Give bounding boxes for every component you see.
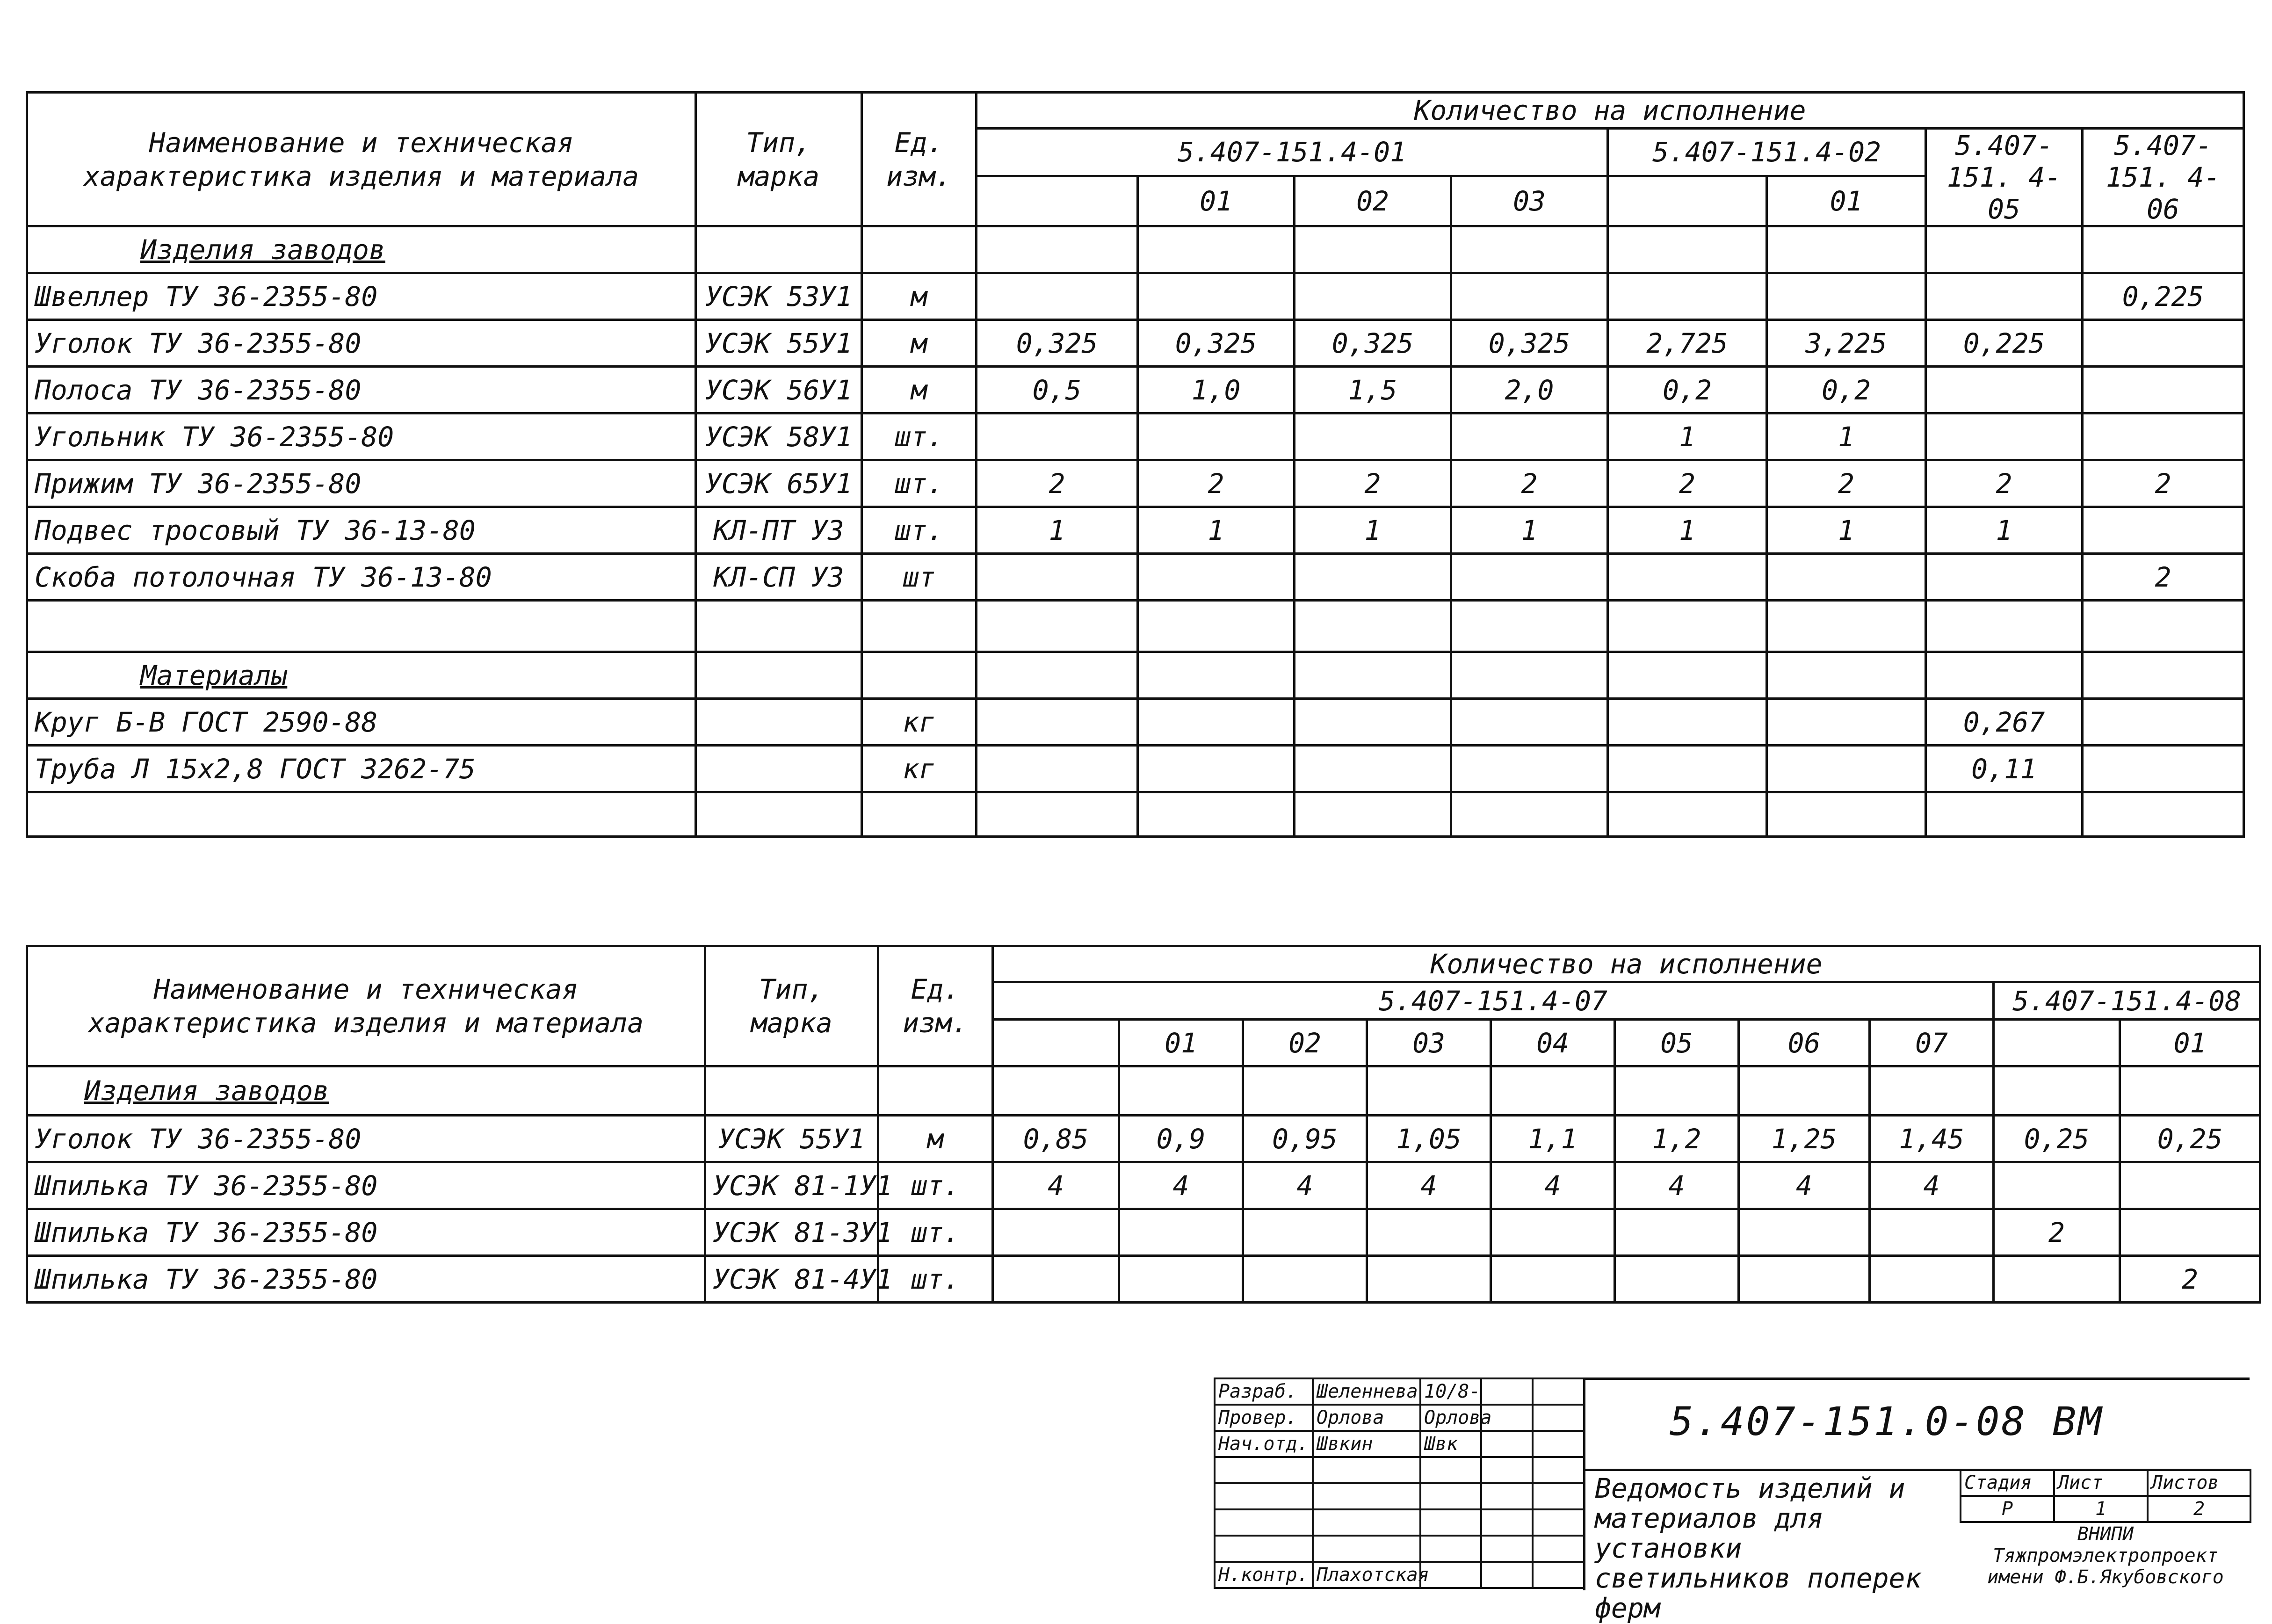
qty-cell: 2 (2083, 554, 2244, 601)
qty-cell (1451, 413, 1608, 460)
qty-cell (1295, 746, 1451, 792)
item-type: КЛ-ПТ У3 (696, 507, 862, 554)
item-name: Полоса ТУ 36-2355-80 (27, 367, 696, 413)
item-unit: м (862, 273, 977, 320)
sheet-label: Лист (2054, 1470, 2148, 1496)
signature: 10/8- (1420, 1378, 1481, 1405)
item-name: Уголок ТУ 36-2355-80 (27, 320, 696, 367)
subcol: 03 (1367, 1020, 1491, 1066)
qty-cell (1295, 273, 1451, 320)
qty-cell: 1 (1767, 507, 1926, 554)
qty-cell (1367, 1256, 1491, 1303)
qty-cell: 1,1 (1491, 1116, 1615, 1162)
qty-cell (2083, 507, 2244, 554)
qty-cell: 0,25 (1994, 1116, 2120, 1162)
table-row (27, 699, 2244, 746)
table2-rows (27, 1116, 2260, 1303)
organization: ВНИПИ Тяжпромэлектропроект имени Ф.Б.Якубовского (1987, 1523, 2224, 1588)
item-type: УСЭК 81-4У1 (705, 1256, 878, 1303)
qty-cell: 2 (2120, 1256, 2260, 1303)
qty-cell (1138, 413, 1295, 460)
variant-02: 5.407-151.4-02 (1608, 129, 1926, 176)
item-name: Шпилька ТУ 36-2355-80 (27, 1256, 705, 1303)
item-type (696, 746, 862, 792)
table-row (27, 1162, 2260, 1209)
qty-cell: 1 (1295, 507, 1451, 554)
item-name: Шпилька ТУ 36-2355-80 (27, 1162, 705, 1209)
role-label: Разраб. (1215, 1378, 1313, 1405)
qty-cell (1451, 699, 1608, 746)
table-row (27, 413, 2244, 460)
table-row (27, 367, 2244, 413)
qty-cell (1870, 1256, 1994, 1303)
section-title: Изделия заводов (27, 226, 696, 273)
qty-cell: 0,325 (1295, 320, 1451, 367)
qty-cell: 1,5 (1295, 367, 1451, 413)
qty-cell: 1 (1608, 507, 1767, 554)
qty-cell (1608, 554, 1767, 601)
person-name: Шеленнева (1313, 1378, 1420, 1405)
table-row (27, 1116, 2260, 1162)
qty-cell: 0,325 (977, 320, 1138, 367)
qty-cell: 4 (1739, 1162, 1870, 1209)
qty-cell: 2,725 (1608, 320, 1767, 367)
item-unit: м (862, 320, 977, 367)
qty-cell (1926, 554, 2083, 601)
qty-cell: 4 (993, 1162, 1119, 1209)
table-row (27, 746, 2244, 792)
qty-cell (1926, 413, 2083, 460)
stage-value: Р (1961, 1496, 2054, 1522)
signature: Швк (1420, 1431, 1481, 1457)
qty-cell (977, 554, 1138, 601)
item-unit: кг (862, 699, 977, 746)
qty-cell: 0,9 (1119, 1116, 1243, 1162)
sheets-value: 2 (2148, 1496, 2250, 1522)
qty-cell (1739, 1256, 1870, 1303)
role-label: Нач.отд. (1215, 1431, 1313, 1457)
subcol: 01 (2120, 1020, 2260, 1066)
subcol: 01 (1767, 176, 1926, 226)
qty-cell (977, 273, 1138, 320)
document-title: Ведомость изделий и материалов для установки светильников поперек ферм (1595, 1472, 1922, 1624)
item-name: Скоба потолочная ТУ 36-13-80 (27, 554, 696, 601)
subcol (1608, 176, 1767, 226)
qty-cell: 0,225 (2083, 273, 2244, 320)
header-type: Тип, марка (696, 93, 862, 226)
item-unit: шт (862, 554, 977, 601)
header-type: Тип, марка (705, 946, 878, 1066)
person-name: Швкин (1313, 1431, 1420, 1457)
variant-07: 5.407-151.4-07 (993, 982, 1994, 1020)
qty-cell: 0,5 (977, 367, 1138, 413)
qty-cell: 0,2 (1767, 367, 1926, 413)
qty-cell: 1,0 (1138, 367, 1295, 413)
variant-01: 5.407-151.4-01 (977, 129, 1608, 176)
qty-cell: 1 (977, 507, 1138, 554)
qty-cell: 2 (1767, 460, 1926, 507)
qty-cell (1615, 1256, 1739, 1303)
subcol: 02 (1295, 176, 1451, 226)
item-unit: м (862, 367, 977, 413)
qty-cell: 1 (1926, 507, 2083, 554)
sheet-value: 1 (2054, 1496, 2148, 1522)
qty-cell (1119, 1209, 1243, 1256)
qty-cell: 2 (1138, 460, 1295, 507)
item-type: УСЭК 56У1 (696, 367, 862, 413)
qty-cell (1739, 1209, 1870, 1256)
qty-cell (2120, 1162, 2260, 1209)
qty-cell (1926, 273, 2083, 320)
qty-cell (1295, 554, 1451, 601)
qty-cell: 0,267 (1926, 699, 2083, 746)
signature: Орлова (1420, 1405, 1481, 1431)
variant-08: 5.407-151.4-08 (1994, 982, 2260, 1020)
stage-table (1960, 1469, 2251, 1588)
qty-cell (1138, 273, 1295, 320)
qty-cell (1295, 699, 1451, 746)
qty-cell: 4 (1491, 1162, 1615, 1209)
table-row (27, 1209, 2260, 1256)
item-name: Труба Л 15х2,8 ГОСТ 3262-75 (27, 746, 696, 792)
qty-cell: 0,85 (993, 1116, 1119, 1162)
header-unit: Ед. изм. (878, 946, 993, 1066)
subcol: 04 (1491, 1020, 1615, 1066)
qty-cell: 1,45 (1870, 1116, 1994, 1162)
variant-06: 5.407-151. 4-06 (2083, 129, 2244, 226)
qty-cell (993, 1256, 1119, 1303)
header-qty: Количество на исполнение (993, 946, 2260, 982)
subcol: 03 (1451, 176, 1608, 226)
header-qty: Количество на исполнение (977, 93, 2244, 129)
qty-cell (977, 746, 1138, 792)
item-name: Прижим ТУ 36-2355-80 (27, 460, 696, 507)
qty-cell: 2 (1295, 460, 1451, 507)
qty-cell (977, 413, 1138, 460)
subcol: 07 (1870, 1020, 1994, 1066)
qty-cell (1608, 746, 1767, 792)
item-type: КЛ-СП У3 (696, 554, 862, 601)
item-type: УСЭК 58У1 (696, 413, 862, 460)
item-name: Швеллер ТУ 36-2355-80 (27, 273, 696, 320)
signature-row (1215, 1378, 1584, 1405)
qty-cell (1451, 554, 1608, 601)
qty-cell: 1 (1138, 507, 1295, 554)
subcol: 02 (1243, 1020, 1367, 1066)
table1-material-rows (27, 699, 2244, 792)
qty-cell (1243, 1256, 1367, 1303)
qty-cell (1491, 1256, 1615, 1303)
item-name: Шпилька ТУ 36-2355-80 (27, 1209, 705, 1256)
item-name: Уголок ТУ 36-2355-80 (27, 1116, 705, 1162)
qty-cell: 4 (1243, 1162, 1367, 1209)
item-unit: шт. (862, 413, 977, 460)
item-type (696, 699, 862, 746)
subcol (977, 176, 1138, 226)
section-title-materials: Материалы (27, 652, 696, 699)
qty-cell (1608, 699, 1767, 746)
qty-cell (993, 1209, 1119, 1256)
item-unit: кг (862, 746, 977, 792)
qty-cell: 4 (1119, 1162, 1243, 1209)
item-unit: шт. (878, 1162, 993, 1209)
qty-cell (1767, 746, 1926, 792)
title-area (1583, 1378, 2250, 1624)
qty-cell (1994, 1256, 2120, 1303)
qty-cell (2083, 320, 2244, 367)
qty-cell (2083, 746, 2244, 792)
stage-label: Стадия (1961, 1470, 2054, 1496)
qty-cell (1295, 413, 1451, 460)
signature-row (1215, 1405, 1584, 1431)
qty-cell: 1 (1608, 413, 1767, 460)
subcol: 06 (1739, 1020, 1870, 1066)
table1-rows (27, 273, 2244, 601)
role-label: Н.контр. (1215, 1562, 1313, 1588)
item-name: Круг Б-В ГОСТ 2590-88 (27, 699, 696, 746)
qty-cell: 0,325 (1138, 320, 1295, 367)
item-type: УСЭК 53У1 (696, 273, 862, 320)
table-row (27, 273, 2244, 320)
table-row (27, 1256, 2260, 1303)
header-unit: Ед. изм. (862, 93, 977, 226)
person-name: Орлова (1313, 1405, 1420, 1431)
subcol: 01 (1138, 176, 1295, 226)
qty-cell (2083, 699, 2244, 746)
qty-cell: 2,0 (1451, 367, 1608, 413)
qty-cell (1451, 746, 1608, 792)
qty-cell: 1,2 (1615, 1116, 1739, 1162)
qty-cell: 1 (1451, 507, 1608, 554)
spec-table-1 (26, 91, 2245, 838)
item-type: УСЭК 81-3У1 (705, 1209, 878, 1256)
item-unit: м (878, 1116, 993, 1162)
variant-05: 5.407-151. 4-05 (1926, 129, 2083, 226)
qty-cell (1767, 273, 1926, 320)
role-label: Провер. (1215, 1405, 1313, 1431)
qty-cell: 4 (1870, 1162, 1994, 1209)
qty-cell: 3,225 (1767, 320, 1926, 367)
header-name: Наименование и техническая характеристика изделия и материала (27, 946, 705, 1066)
item-unit: шт. (862, 507, 977, 554)
qty-cell: 2 (1608, 460, 1767, 507)
subcol (993, 1020, 1119, 1066)
qty-cell: 0,95 (1243, 1116, 1367, 1162)
item-type: УСЭК 65У1 (696, 460, 862, 507)
qty-cell (1870, 1209, 1994, 1256)
qty-cell: 0,325 (1451, 320, 1608, 367)
qty-cell: 0,2 (1608, 367, 1767, 413)
sheets-label: Листов (2148, 1470, 2250, 1496)
subcol (1994, 1020, 2120, 1066)
section-title: Изделия заводов (27, 1066, 705, 1116)
qty-cell (1926, 367, 2083, 413)
header-name: Наименование и техническая характеристика изделия и материала (27, 93, 696, 226)
qty-cell (1119, 1256, 1243, 1303)
qty-cell: 0,11 (1926, 746, 2083, 792)
qty-cell: 4 (1615, 1162, 1739, 1209)
qty-cell: 2 (1926, 460, 2083, 507)
qty-cell (1491, 1209, 1615, 1256)
qty-cell (1138, 554, 1295, 601)
item-unit: шт. (878, 1209, 993, 1256)
item-type: УСЭК 55У1 (705, 1116, 878, 1162)
qty-cell (2083, 367, 2244, 413)
qty-cell (1767, 554, 1926, 601)
document-code: 5.407-151.0-08 ВМ (1670, 1399, 2104, 1444)
qty-cell: 1,25 (1739, 1116, 1870, 1162)
item-name: Угольник ТУ 36-2355-80 (27, 413, 696, 460)
qty-cell (1767, 699, 1926, 746)
qty-cell: 1,05 (1367, 1116, 1491, 1162)
qty-cell (1608, 273, 1767, 320)
qty-cell (977, 699, 1138, 746)
spec-table-2 (26, 945, 2261, 1304)
qty-cell (1367, 1209, 1491, 1256)
qty-cell: 2 (2083, 460, 2244, 507)
item-name: Подвес тросовый ТУ 36-13-80 (27, 507, 696, 554)
qty-cell: 0,225 (1926, 320, 2083, 367)
qty-cell (2120, 1209, 2260, 1256)
table-row (27, 507, 2244, 554)
subcol: 05 (1615, 1020, 1739, 1066)
table-row (27, 460, 2244, 507)
qty-cell: 2 (977, 460, 1138, 507)
qty-cell (1243, 1209, 1367, 1256)
qty-cell: 0,25 (2120, 1116, 2260, 1162)
qty-cell: 2 (1994, 1209, 2120, 1256)
signature-grid (1214, 1378, 1585, 1589)
subcol: 01 (1119, 1020, 1243, 1066)
signature-row (1215, 1431, 1584, 1457)
item-type: УСЭК 55У1 (696, 320, 862, 367)
qty-cell (2083, 413, 2244, 460)
table-row (27, 554, 2244, 601)
item-unit: шт. (878, 1256, 993, 1303)
qty-cell: 4 (1367, 1162, 1491, 1209)
qty-cell (1138, 746, 1295, 792)
qty-cell: 2 (1451, 460, 1608, 507)
item-type: УСЭК 81-1У1 (705, 1162, 878, 1209)
title-block (1214, 1378, 2247, 1624)
qty-cell (1138, 699, 1295, 746)
qty-cell (1994, 1162, 2120, 1209)
person-name: Плахотская (1313, 1562, 1420, 1588)
qty-cell (1615, 1209, 1739, 1256)
table-row (27, 320, 2244, 367)
qty-cell: 1 (1767, 413, 1926, 460)
qty-cell (1451, 273, 1608, 320)
item-unit: шт. (862, 460, 977, 507)
